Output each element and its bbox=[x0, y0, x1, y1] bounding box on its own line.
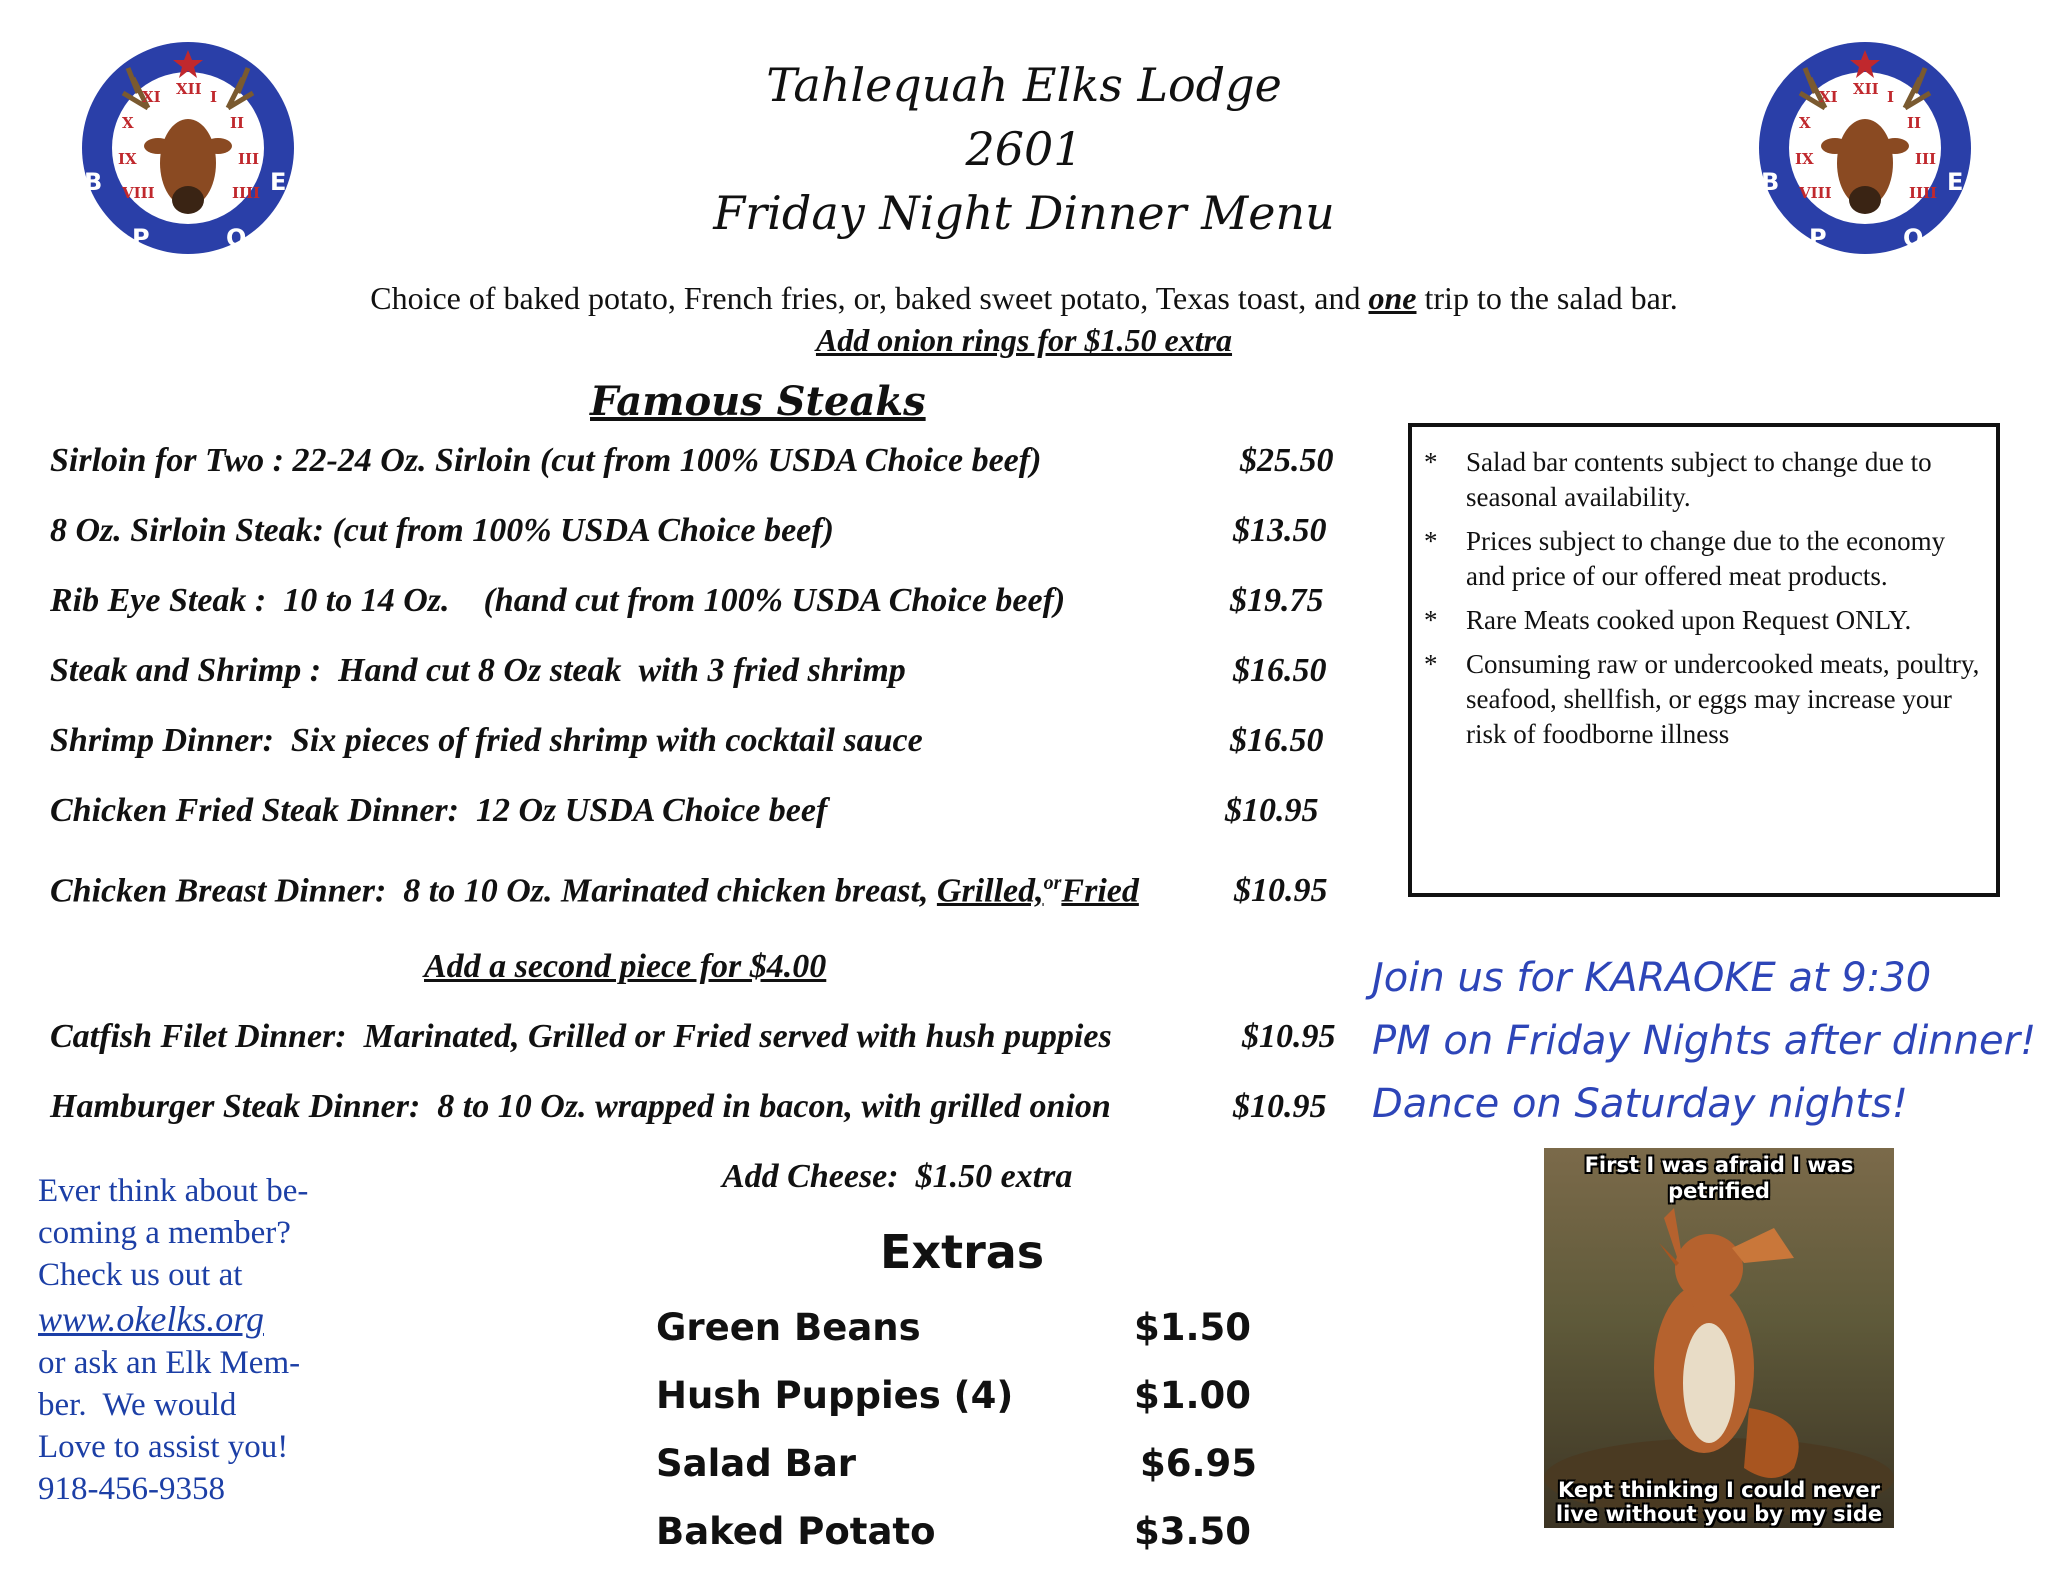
menu-item-name: 8 Oz. Sirloin Steak: (cut from 100% USDA Choice beef) bbox=[50, 512, 834, 549]
membership-note bbox=[38, 1170, 378, 1510]
notice-text: Consuming raw or undercooked meats, poultry, seafood, shellfish, or eggs may increase your risk of foodborne illness bbox=[1466, 649, 1980, 749]
notice-text: Prices subject to change due to the economy and price of our offered meat products. bbox=[1466, 526, 1946, 591]
menu-item bbox=[50, 652, 1350, 712]
extras-heading: Extras bbox=[880, 1225, 1045, 1279]
menu-item-price: $10.95 bbox=[1242, 1018, 1336, 1055]
notice-text: Rare Meats cooked upon Request ONLY. bbox=[1466, 605, 1912, 635]
notice-box bbox=[1408, 423, 2000, 897]
menu-item bbox=[50, 722, 1350, 782]
menu-item-chicken-breast bbox=[50, 872, 1350, 932]
page-title-number: 2601 bbox=[965, 122, 1083, 176]
menu-item bbox=[50, 582, 1350, 642]
logo-numeral: X bbox=[122, 114, 134, 132]
intro-text-after: trip to the salad bar. bbox=[1416, 280, 1678, 316]
logo-numeral: III bbox=[1915, 150, 1937, 168]
page-title-lodge: Tahlequah Elks Lodge bbox=[766, 58, 1282, 112]
menu-item-price: $10.95 bbox=[1234, 872, 1328, 909]
menu-item bbox=[50, 442, 1350, 502]
member-line: ber. We would bbox=[38, 1387, 237, 1423]
logo-numeral: XI bbox=[1819, 88, 1838, 106]
onion-rings-note: Add onion rings for $1.50 extra bbox=[815, 322, 1233, 358]
extra-item-name: Salad Bar bbox=[656, 1442, 857, 1485]
squirrel-meme-image bbox=[1544, 1148, 1894, 1528]
logo-numeral: XII bbox=[176, 80, 202, 98]
chicken-breast-fried: Fried bbox=[1061, 872, 1139, 910]
menu-item-name: Steak and Shrimp : Hand cut 8 Oz steak with 3 fried shrimp bbox=[50, 652, 906, 689]
logo-numeral: VIII bbox=[122, 184, 155, 202]
notice-text: Salad bar contents subject to change due to seasonal availability. bbox=[1466, 447, 1932, 512]
notice-item bbox=[1412, 445, 1982, 515]
bullet-star-icon: * bbox=[1424, 447, 1438, 477]
extra-item-name: Hush Puppies (4) bbox=[656, 1374, 1014, 1417]
karaoke-line-3: Dance on Saturday nights! bbox=[1372, 1081, 1908, 1127]
member-line: or ask an Elk Mem- bbox=[38, 1345, 301, 1381]
extra-item-name: Green Beans bbox=[656, 1306, 921, 1349]
menu-item-price: $19.75 bbox=[1230, 582, 1324, 619]
extra-item-name: Baked Potato bbox=[656, 1510, 936, 1553]
squirrel-icon bbox=[1544, 1148, 1894, 1528]
bullet-star-icon: * bbox=[1424, 526, 1438, 556]
extra-item bbox=[656, 1306, 1256, 1356]
menu-item-price: $10.95 bbox=[1233, 1088, 1327, 1125]
second-piece-note: Add a second piece for $4.00 bbox=[424, 948, 827, 985]
logo-letter-b: B bbox=[84, 168, 103, 196]
extra-item-price: $6.95 bbox=[1140, 1442, 1258, 1485]
extra-item bbox=[656, 1442, 1256, 1492]
menu-item-name: Shrimp Dinner: Six pieces of fried shrimp with cocktail sauce bbox=[50, 722, 923, 759]
logo-numeral: I bbox=[210, 88, 218, 106]
steaks-heading: Famous Steaks bbox=[590, 378, 926, 425]
chicken-breast-name: Chicken Breast Dinner: 8 to 10 Oz. Marinated chicken breast, bbox=[50, 872, 937, 910]
member-line: Love to assist you! bbox=[38, 1429, 289, 1465]
menu-item-name: Chicken Fried Steak Dinner: 12 Oz USDA Choice beef bbox=[50, 792, 828, 829]
menu-item-name bbox=[50, 872, 1139, 910]
chicken-breast-or: or bbox=[1043, 872, 1062, 894]
menu-item-name: Catfish Filet Dinner: Marinated, Grilled or Fried served with hush puppies bbox=[50, 1018, 1112, 1055]
menu-item-price: $13.50 bbox=[1233, 512, 1327, 549]
logo-numeral: IX bbox=[118, 150, 137, 168]
extra-item bbox=[656, 1510, 1256, 1560]
intro-emphasis: one bbox=[1368, 280, 1417, 316]
menu-item bbox=[50, 1018, 1350, 1078]
phone-number: 918-456-9358 bbox=[38, 1471, 225, 1507]
add-cheese-note: Add Cheese: $1.50 extra bbox=[722, 1158, 1073, 1195]
logo-letter-p: P bbox=[1809, 224, 1827, 252]
member-line: Ever think about be- bbox=[38, 1173, 309, 1209]
logo-numeral: IIII bbox=[1909, 184, 1938, 202]
menu-item-price: $16.50 bbox=[1233, 652, 1327, 689]
menu-item-name: Hamburger Steak Dinner: 8 to 10 Oz. wrapped in bacon, with grilled onion bbox=[50, 1088, 1111, 1125]
karaoke-line-1: Join us for KARAOKE at 9:30 bbox=[1372, 955, 1932, 1001]
website-link[interactable]: www.okelks.org bbox=[38, 1299, 264, 1339]
meme-bottom-text: Kept thinking I could never live without you by my side bbox=[1555, 1478, 1883, 1526]
menu-item bbox=[50, 792, 1350, 852]
logo-numeral: I bbox=[1887, 88, 1895, 106]
menu-item-price: $10.95 bbox=[1225, 792, 1319, 829]
notice-item bbox=[1412, 524, 1982, 594]
extra-item-price: $1.00 bbox=[1134, 1374, 1252, 1417]
chicken-breast-grilled: Grilled, bbox=[936, 872, 1044, 910]
member-line: Check us out at bbox=[38, 1257, 243, 1293]
logo-numeral: II bbox=[230, 114, 245, 132]
logo-numeral: XI bbox=[142, 88, 161, 106]
logo-letter-b: B bbox=[1761, 168, 1780, 196]
menu-item-name: Sirloin for Two : 22-24 Oz. Sirloin (cut from 100% USDA Choice beef) bbox=[50, 442, 1042, 479]
karaoke-line-2: PM on Friday Nights after dinner! bbox=[1372, 1018, 2037, 1064]
member-line: coming a member? bbox=[38, 1215, 291, 1251]
logo-letter-o: O bbox=[226, 224, 247, 252]
extra-item-price: $1.50 bbox=[1134, 1306, 1252, 1349]
logo-letter-o: O bbox=[1903, 224, 1924, 252]
extra-item-price: $3.50 bbox=[1134, 1510, 1252, 1553]
logo-numeral: III bbox=[238, 150, 260, 168]
intro-text-before: Choice of baked potato, French fries, or, baked sweet potato, Texas toast, and bbox=[370, 280, 1369, 316]
bullet-star-icon: * bbox=[1424, 605, 1438, 635]
bullet-star-icon: * bbox=[1424, 649, 1438, 679]
page-title-menu: Friday Night Dinner Menu bbox=[713, 186, 1335, 240]
menu-item bbox=[50, 512, 1350, 572]
logo-numeral: II bbox=[1907, 114, 1922, 132]
logo-letter-e: E bbox=[1947, 168, 1964, 196]
meme-top-text: First I was afraid I was petrified bbox=[1584, 1153, 1854, 1203]
intro-sides bbox=[0, 280, 2048, 317]
notice-item bbox=[1412, 603, 1982, 638]
menu-item bbox=[50, 1088, 1350, 1148]
menu-item-price: $25.50 bbox=[1240, 442, 1334, 479]
logo-numeral: XII bbox=[1853, 80, 1879, 98]
logo-letter-p: P bbox=[132, 224, 150, 252]
logo-numeral: X bbox=[1799, 114, 1811, 132]
logo-numeral: IIII bbox=[232, 184, 261, 202]
logo-numeral: IX bbox=[1795, 150, 1814, 168]
extra-item bbox=[656, 1374, 1256, 1424]
logo-numeral: VIII bbox=[1799, 184, 1832, 202]
notice-item bbox=[1412, 647, 1982, 752]
menu-item-price: $16.50 bbox=[1230, 722, 1324, 759]
logo-letter-e: E bbox=[270, 168, 287, 196]
menu-item-name: Rib Eye Steak : 10 to 14 Oz. (hand cut from 100% USDA Choice beef) bbox=[50, 582, 1066, 619]
